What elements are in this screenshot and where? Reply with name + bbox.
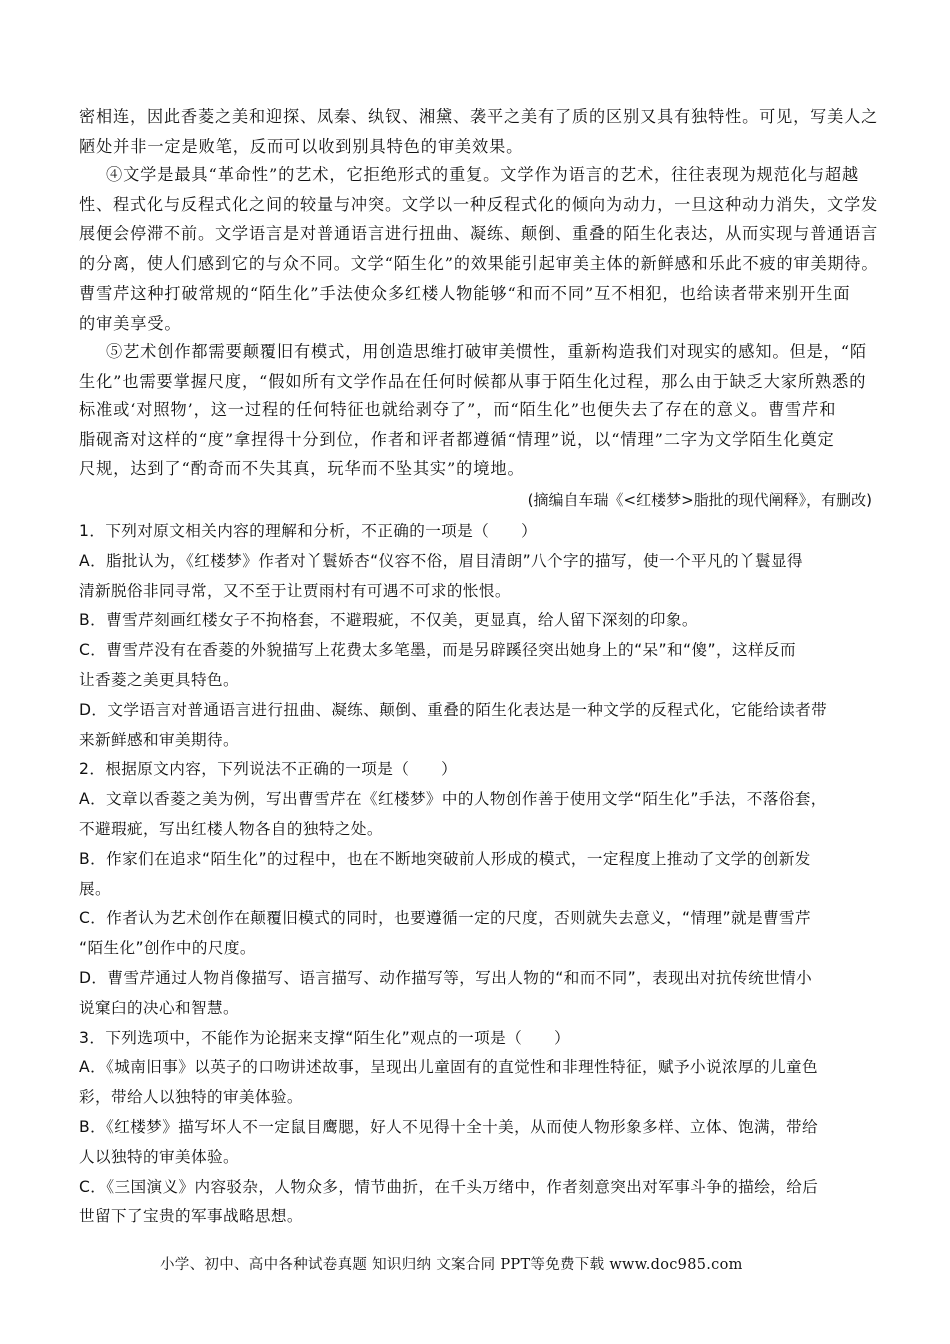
passage-line: 的审美享受。: [79, 314, 182, 333]
passage-line: 陋处并非一定是败笔，反而可以收到别具特色的审美效果。: [79, 137, 524, 156]
question-option-line: A．文章以香菱之美为例，写出曹雪芹在《红楼梦》中的人物创作善于使用文学“陌生化”手法，不落俗套，: [79, 790, 827, 808]
source-citation: (摘编自车瑞《<红楼梦>脂批的现代阐释》，有删改): [527, 491, 872, 509]
question-option-line: D．文学语言对普通语言进行扭曲、凝练、颠倒、重叠的陌生化表达是一种文学的反程式化，它能给读者带: [79, 701, 828, 719]
question-option-line: A．《城南旧事》以英子的口吻讲述故事，呈现出儿童固有的直觉性和非理性特征，赋予小说浓厚的儿童色: [79, 1058, 818, 1076]
question-option-line: 让香菱之美更具特色。: [79, 671, 239, 689]
question-option-line: 不避瑕疵，写出红楼人物各自的独特之处。: [79, 820, 383, 838]
question-option-line: 展。: [79, 880, 111, 898]
passage-line: ④文学是最具“革命性”的艺术，它拒绝形式的重复。文学作为语言的艺术，往往表现为规范化与超越: [106, 165, 860, 184]
passage-line: 密相连，因此香菱之美和迎探、凤秦、纨钗、湘黛、袭平之美有了质的区别又具有独特性。可见，写美人之: [79, 107, 879, 126]
question-option-line: 清新脱俗非同寻常，又不至于让贾雨村有可遇不可求的怅恨。: [79, 582, 511, 600]
question-stem: 3．下列选项中，不能作为论据来支撑“陌生化”观点的一项是（ ）: [79, 1029, 571, 1047]
question-option-line: B．作家们在追求“陌生化”的过程中，也在不断地突破前人形成的模式，一定程度上推动了文学的创新发: [79, 850, 811, 868]
question-option-line: B．《红楼梦》描写坏人不一定鼠目鹰腮，好人不见得十全十美，从而使人物形象多样、立体、饱满，带给: [79, 1118, 819, 1136]
question-option-line: C．作者认为艺术创作在颠覆旧模式的同时，也要遵循一定的尺度，否则就失去意义，“情理”就是曹雪芹: [79, 909, 811, 927]
passage-line: 的分离，使人们感到它的与众不同。文学“陌生化”的效果能引起审美主体的新鲜感和乐此不疲的审美期待。: [79, 254, 879, 273]
question-stem: 1．下列对原文相关内容的理解和分析，不正确的一项是（ ）: [79, 522, 538, 540]
footer-ad: 小学、初中、高中各种试卷真题 知识归纳 文案合同 PPT等免费下载 www.doc985.com: [160, 1257, 743, 1273]
passage-line: 尺规，达到了“酌奇而不失其真，玩华而不坠其实”的境地。: [79, 459, 525, 478]
question-option-line: 人以独特的审美体验。: [79, 1148, 239, 1166]
question-option-line: A．脂批认为，《红楼梦》作者对丫鬟娇杏“仪容不俗，眉目清朗”八个字的描写，使一个平凡的丫鬟显得: [79, 552, 803, 570]
question-option-line: C．《三国演义》内容驳杂，人物众多，情节曲折，在千头万绪中，作者刻意突出对军事斗争的描绘，给后: [79, 1178, 819, 1196]
passage-line: 脂砚斋对这样的“度”拿捏得十分到位，作者和评者都遵循“情理”说，以“情理”二字为文学陌生化奠定: [79, 430, 835, 449]
passage-line: 曹雪芹这种打破常规的“陌生化”手法使众多红楼人物能够“和而不同”互不相犯，也给读者带来别开生面: [79, 284, 851, 303]
question-stem: 2．根据原文内容，下列说法不正确的一项是（ ）: [79, 760, 458, 778]
question-option-line: “陌生化”创作中的尺度。: [79, 939, 256, 957]
question-option-line: 来新鲜感和审美期待。: [79, 731, 239, 749]
question-option-line: 说窠臼的决心和智慧。: [79, 999, 239, 1017]
passage-line: ⑤艺术创作都需要颠覆旧有模式，用创造思维打破审美惯性，重新构造我们对现实的感知。但是，“陌: [106, 342, 868, 361]
question-option-line: D．曹雪芹通过人物肖像描写、语言描写、动作描写等，写出人物的“和而不同”，表现出对抗传统世情小: [79, 969, 813, 987]
question-option-line: B．曹雪芹刻画红楼女子不拘格套，不避瑕疵，不仅美，更显真，给人留下深刻的印象。: [79, 611, 698, 629]
question-option-line: 彩，带给人以独特的审美体验。: [79, 1088, 303, 1106]
passage-line: 生化”也需要掌握尺度，“假如所有文学作品在任何时候都从事于陌生化过程，那么由于缺乏大家所熟悉的: [79, 372, 867, 391]
passage-line: 标准或‘对照物’，这一过程的任何特征也就给剥夺了”，而“陌生化”也便失去了存在的意义。曹雪芹和: [79, 400, 837, 419]
passage-line: 展便会停滞不前。文学语言是对普通语言进行扭曲、凝练、颠倒、重叠的陌生化表达，从而实现与普通语言: [79, 224, 879, 243]
question-option-line: 世留下了宝贵的军事战略思想。: [79, 1207, 303, 1225]
passage-line: 性、程式化与反程式化之间的较量与冲突。文学以一种反程式化的倾向为动力，一旦这种动力消失，文学发: [79, 195, 879, 214]
question-option-line: C．曹雪芹没有在香菱的外貌描写上花费太多笔墨，而是另辟蹊径突出她身上的“呆”和“傻”，这样反而: [79, 641, 796, 659]
